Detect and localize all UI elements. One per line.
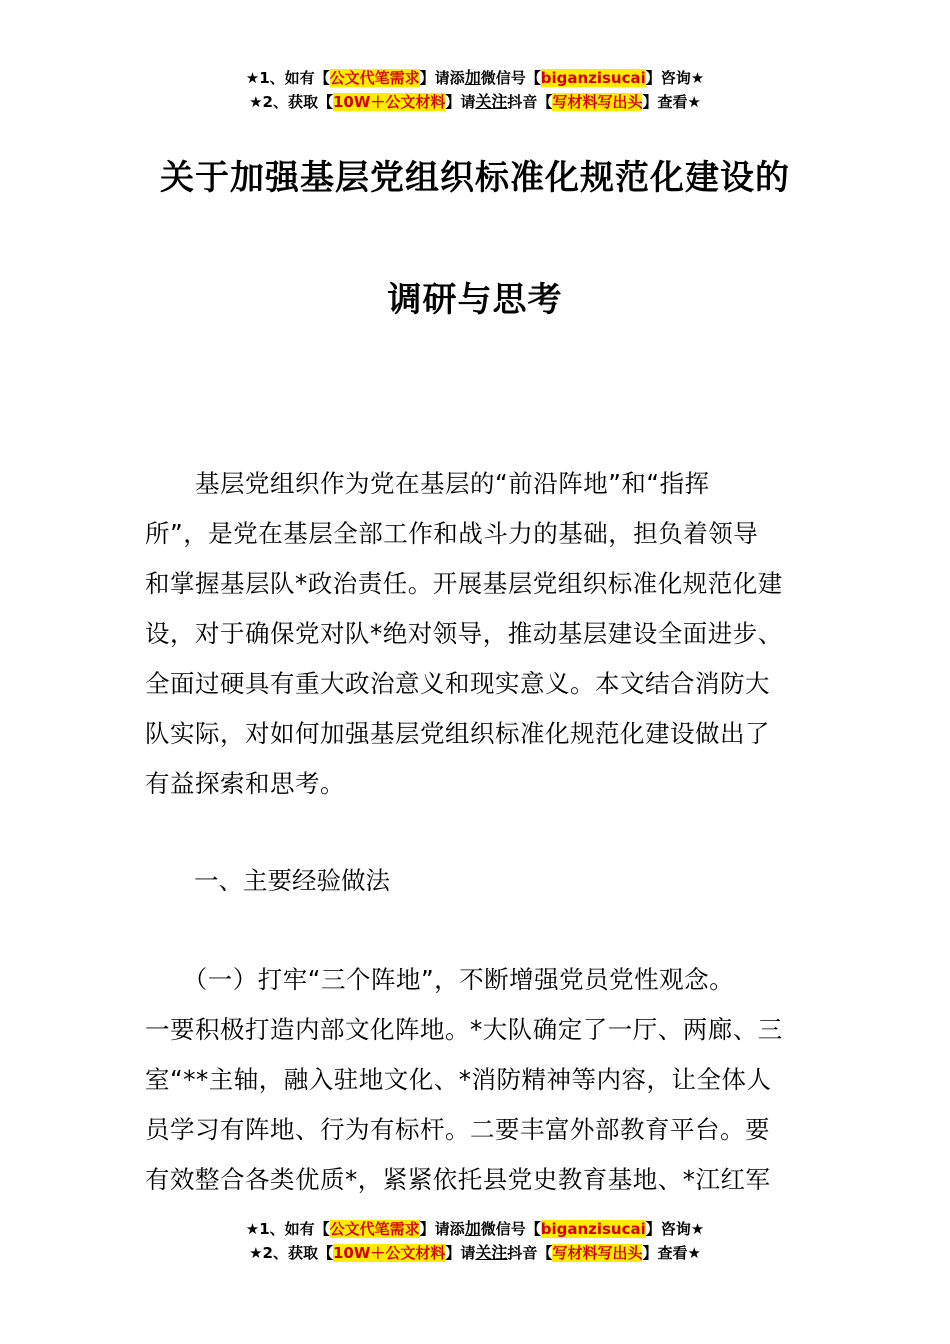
banner-highlight: 公文代笔需求: [329, 1220, 420, 1238]
document-title-line-2: 调研与思考: [387, 280, 563, 320]
paragraph-line: 队实际，对如何加强基层党组织标准化规范化建设做出了: [145, 719, 770, 748]
section-paragraph: [145, 955, 811, 1205]
banner-text: 】查看★: [642, 1244, 701, 1262]
document-title-line-1: 关于加强基层党组织标准化规范化建设的: [160, 158, 790, 198]
banner-text: 】咨询★: [645, 1220, 705, 1238]
paragraph-line: 全面过硬具有重大政治意义和现实意义。本文结合消防大: [145, 669, 770, 698]
banner-wechat-id: biganzisucai: [540, 69, 646, 87]
paragraph-line: 所”，是党在基层全部工作和战斗力的基础，担负着领导: [145, 519, 759, 548]
banner-text: ★1、如有【: [245, 1220, 330, 1238]
banner-text: 抖音【: [507, 93, 553, 111]
banner-text: ★2、获取【: [249, 93, 333, 111]
paragraph-line: 室“**主轴，融入驻地文化、*消防精神等内容，让全体人: [145, 1065, 772, 1094]
banner-text: 微信号【: [480, 1220, 541, 1238]
banner-line-1: [0, 66, 950, 90]
paragraph-line: 有效整合各类优质*，紧紧依托县党史教育基地、*江红军: [145, 1165, 771, 1194]
banner-line-2: [0, 1241, 950, 1265]
header-banner: [0, 66, 950, 114]
paragraph-line: （一）打牢“三个阵地”，不断增强党员党性观念。: [145, 965, 735, 994]
banner-text: 】请: [445, 1244, 476, 1262]
footer-banner: [0, 1217, 950, 1265]
intro-paragraph: [145, 459, 811, 809]
banner-highlight: 公文代笔需求: [329, 69, 420, 87]
banner-text: 】请添: [419, 1220, 465, 1238]
banner-underline: 加: [464, 1219, 481, 1238]
banner-text: 微信号【: [480, 69, 541, 87]
banner-underline: 关注: [475, 1243, 508, 1262]
banner-text: ★2、获取【: [249, 1244, 333, 1262]
banner-wechat-id: biganzisucai: [540, 1220, 646, 1238]
banner-text: 】请添: [419, 69, 465, 87]
banner-highlight: 10W＋公文材料: [332, 93, 446, 111]
banner-text: 】请: [445, 93, 476, 111]
banner-text: 】查看★: [642, 93, 701, 111]
banner-text: ★1、如有【: [245, 69, 330, 87]
paragraph-line: 和掌握基层队*政治责任。开展基层党组织标准化规范化建: [145, 569, 783, 598]
paragraph-line: 员学习有阵地、行为有标杆。二要丰富外部教育平台。要: [145, 1115, 770, 1144]
banner-underline: 关注: [475, 92, 508, 111]
banner-text: 抖音【: [507, 1244, 553, 1262]
banner-underline: 加: [464, 68, 481, 87]
paragraph-line: 基层党组织作为党在基层的“前沿阵地”和“指挥: [145, 469, 710, 498]
banner-text: 】咨询★: [645, 69, 705, 87]
paragraph-line: 设，对于确保党对队*绝对领导，推动基层建设全面进步、: [145, 619, 783, 648]
section-heading: 一、主要经验做法: [194, 866, 390, 895]
banner-line-2: [0, 90, 950, 114]
paragraph-line: 有益探索和思考。: [145, 769, 345, 798]
paragraph-line: 一要积极打造内部文化阵地。*大队确定了一厅、两廊、三: [145, 1015, 783, 1044]
banner-line-1: [0, 1217, 950, 1241]
banner-highlight: 写材料写出头: [552, 1244, 643, 1262]
banner-highlight: 10W＋公文材料: [332, 1244, 446, 1262]
banner-highlight: 写材料写出头: [552, 93, 643, 111]
